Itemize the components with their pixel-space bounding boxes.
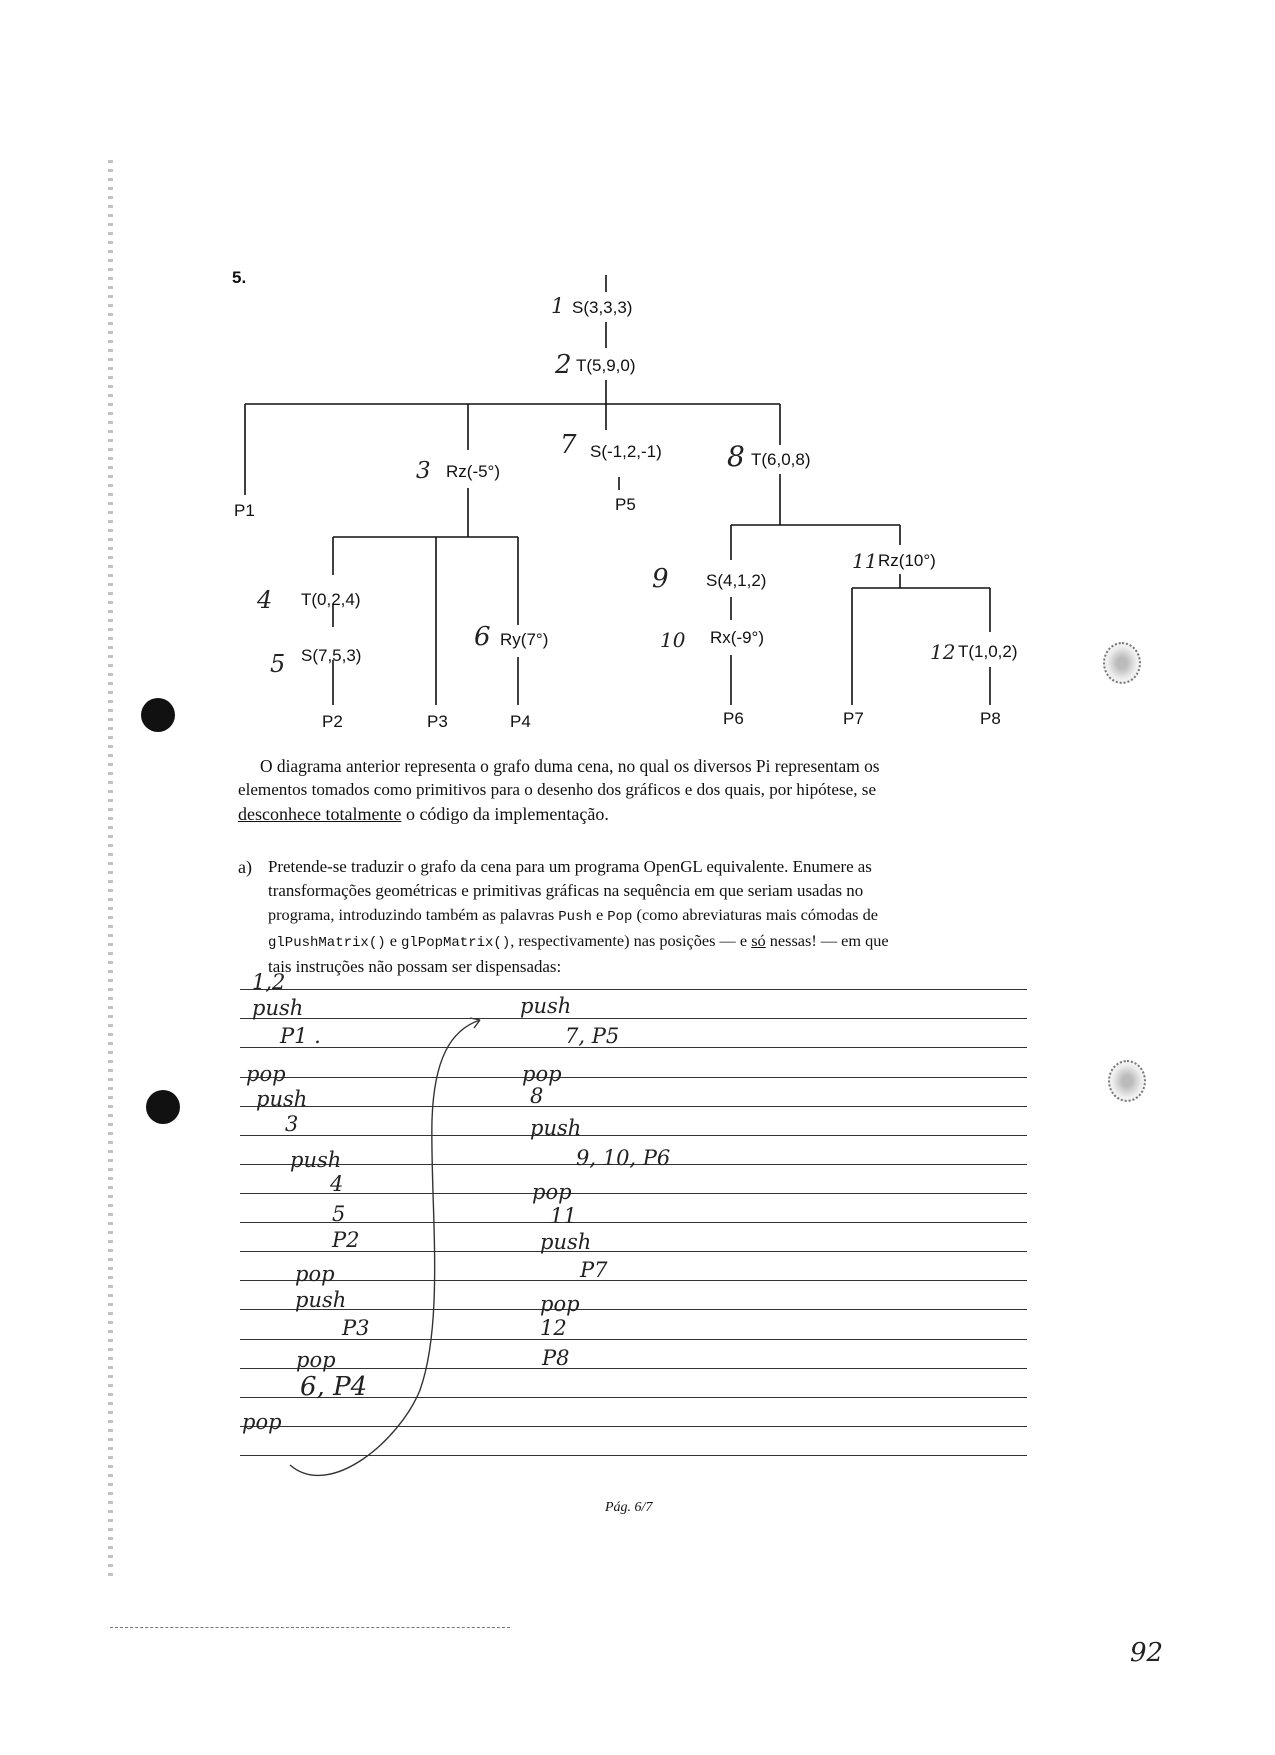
- node-p5-label: P5: [615, 495, 636, 514]
- node-p4-label: P4: [510, 712, 531, 731]
- pop-keyword: Pop: [607, 909, 633, 925]
- node-rz5-label: Rz(-5°): [446, 462, 501, 481]
- node-rz5-handwritten-number: 3: [416, 458, 431, 484]
- hw-left-13: P3: [342, 1316, 370, 1340]
- part-a-line-1: Pretende-se traduzir o grafo da cena para um programa OpenGL equivalente. Enumere as: [268, 857, 872, 876]
- hw-right-9: push: [540, 1230, 592, 1254]
- hw-right-12: 12: [540, 1316, 567, 1340]
- hw-right-6: 9, 10, P6: [576, 1146, 671, 1170]
- node-t102-label: T(1,0,2): [958, 642, 1018, 661]
- node-s333-label: S(3,3,3): [572, 298, 633, 317]
- node-p1-label: P1: [234, 501, 255, 520]
- hw-left-15: 6, P4: [300, 1372, 368, 1402]
- hw-right-2: 7, P5: [565, 1024, 620, 1048]
- page-number: Pág. 6/7: [605, 1500, 653, 1515]
- part-a-line-4: glPushMatrix() e glPopMatrix(), respectivamente) nas posições — e só nessas! — em que: [268, 931, 889, 951]
- so-emphasis: só: [751, 931, 766, 950]
- hw-left-7: push: [290, 1148, 342, 1172]
- corner-note: 92: [1130, 1638, 1164, 1668]
- intro-line-3: desconhece totalmente o código da implementação.: [238, 804, 609, 824]
- node-s333-handwritten-number: 1: [551, 294, 565, 318]
- node-s753-label: S(7,5,3): [301, 646, 362, 665]
- node-t608-handwritten-number: 8: [727, 440, 745, 473]
- node-p6-label: P6: [723, 709, 744, 728]
- part-a-line-3: programa, introduzindo também as palavras Push e Pop (como abreviaturas mais cómodas de: [268, 905, 878, 925]
- hw-right-11: pop: [540, 1292, 580, 1316]
- node-s121-handwritten-number: 7: [560, 430, 577, 460]
- node-rz10-handwritten-number: 11: [852, 549, 878, 573]
- node-t608-label: T(6,0,8): [751, 450, 811, 469]
- push-keyword: Push: [558, 909, 592, 925]
- node-t024-handwritten-number: 4: [257, 586, 273, 614]
- glpopmatrix-code: glPopMatrix(): [401, 935, 511, 951]
- hw-left-10: P2: [332, 1228, 360, 1252]
- node-rx9-label: Rx(-9°): [710, 628, 765, 647]
- glpushmatrix-code: glPushMatrix(): [268, 935, 386, 951]
- hw-left-1: 1,2: [252, 970, 286, 994]
- node-t590-handwritten-number: 2: [555, 350, 572, 380]
- hw-right-7: pop: [532, 1180, 572, 1204]
- underlined-phrase: desconhece totalmente: [238, 804, 402, 824]
- hw-left-2: push: [252, 996, 304, 1020]
- hw-right-1: push: [520, 994, 572, 1018]
- hw-left-5: push: [256, 1087, 308, 1111]
- hw-left-14: pop: [296, 1348, 336, 1372]
- hw-left-4: pop: [246, 1062, 286, 1086]
- hw-right-10: P7: [580, 1258, 608, 1282]
- hw-left-6: 3: [285, 1112, 299, 1136]
- hw-left-8: 4: [330, 1172, 344, 1196]
- hw-right-5: push: [530, 1116, 582, 1140]
- node-ry7-label: Ry(7°): [500, 630, 549, 649]
- hw-left-12: push: [295, 1288, 347, 1312]
- hw-right-3: pop: [522, 1062, 562, 1086]
- hw-right-4: 8: [530, 1084, 544, 1108]
- node-p8-label: P8: [980, 709, 1001, 728]
- node-p2-label: P2: [322, 712, 343, 731]
- part-a-label: a): [238, 857, 252, 877]
- node-ry7-handwritten-number: 6: [474, 622, 491, 652]
- hw-left-16: pop: [242, 1410, 282, 1434]
- intro-line-2: elementos tomados como primitivos para o desenho dos gráficos e dos quais, por hipótese, se: [238, 780, 877, 799]
- node-s121-label: S(-1,2,-1): [590, 442, 662, 461]
- intro-line-1: O diagrama anterior representa o grafo duma cena, no qual os diversos Pi representam os: [260, 756, 880, 776]
- part-a-line-2: transformações geométricas e primitivas gráficas na sequência em que seriam usadas no: [268, 881, 864, 900]
- node-t024-label: T(0,2,4): [301, 590, 361, 609]
- node-s753-handwritten-number: 5: [270, 650, 286, 678]
- hw-right-8: 11: [550, 1204, 577, 1228]
- hw-left-9: 5: [332, 1202, 346, 1226]
- hw-right-13: P8: [542, 1346, 570, 1370]
- node-t102-handwritten-number: 12: [930, 640, 956, 664]
- question-number: 5.: [232, 268, 247, 287]
- node-s412-label: S(4,1,2): [706, 571, 767, 590]
- node-s412-handwritten-number: 9: [652, 564, 669, 594]
- node-p7-label: P7: [843, 709, 864, 728]
- node-rx9-handwritten-number: 10: [660, 628, 686, 652]
- hw-left-11: pop: [295, 1262, 335, 1286]
- hw-left-3: P1 .: [280, 1024, 321, 1048]
- node-p3-label: P3: [427, 712, 448, 731]
- node-t590-label: T(5,9,0): [576, 356, 636, 375]
- scan-bottom-dashes: [110, 1627, 510, 1628]
- node-rz10-label: Rz(10°): [878, 551, 936, 570]
- part-a-line-5: tais instruções não possam ser dispensadas:: [268, 957, 562, 976]
